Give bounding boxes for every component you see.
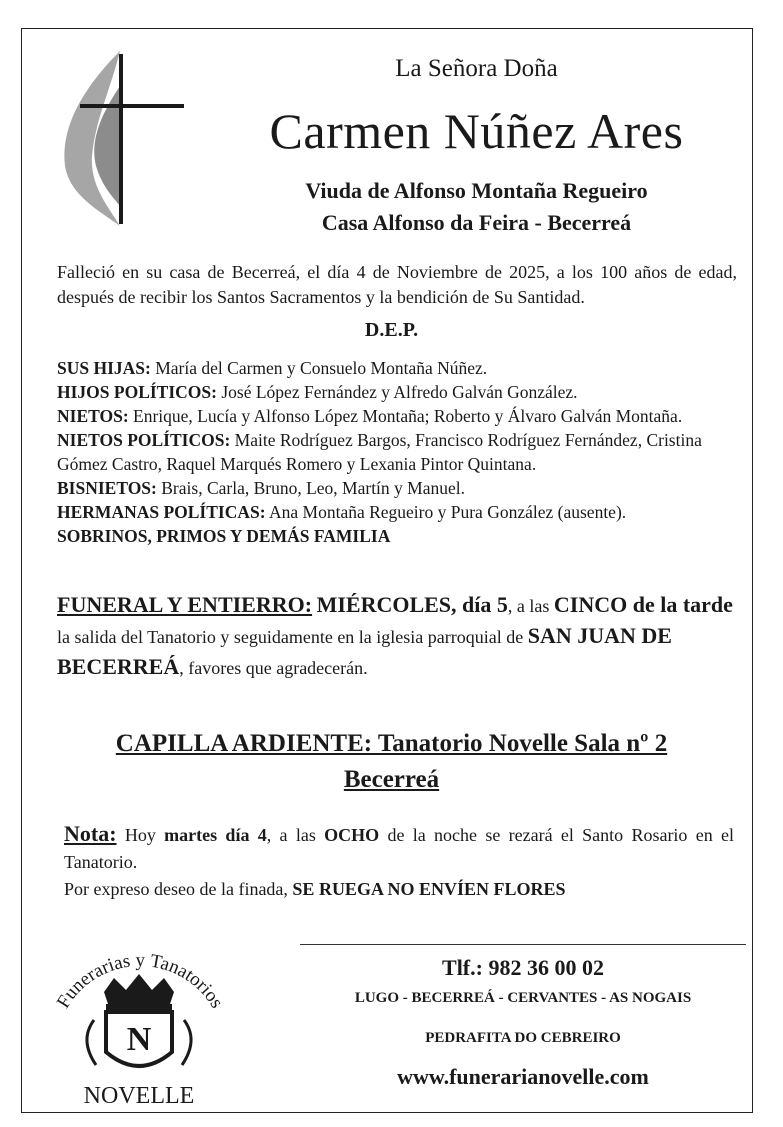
family-list [57,356,747,548]
family-text: Brais, Carla, Bruno, Leo, Martín y Manuel. [156,478,466,498]
capilla-line1: CAPILLA ARDIENTE: Tanatorio Novelle Sala nº 2 [115,730,668,757]
family-label: NIETOS POLÍTICOS: [57,430,231,450]
family-item [57,404,747,428]
funeral-info [57,590,737,683]
footer-divider [300,944,746,945]
nota-day: martes día 4 [164,825,267,845]
logo-name: NOVELLE [83,1083,195,1109]
family-item [57,356,747,380]
funeral-church: SAN JUAN DE BECERREÁ [57,623,672,679]
funeral-label: FUNERAL Y ENTIERRO: [57,592,313,617]
family-item [57,476,747,500]
family-text: Enrique, Lucía y Alfonso López Montaña; Roberto y Álvaro Galván Montaña. [128,406,683,426]
death-notice: Falleció en su casa de Becerreá, el día 4 de Noviembre de 2025, a los 100 años de edad, después de recibir los Santos Sacramentos y la bendición de Su Santidad. [57,262,737,307]
funeral-day: MIÉRCOLES, día 5 [316,592,508,617]
family-label: SOBRINOS, PRIMOS Y DEMÁS FAMILIA [57,526,391,546]
nota-label: Nota: [64,821,117,846]
capilla-line2: Becerreá [343,766,440,793]
nota-request: SE RUEGA NO ENVÍEN FLORES [292,879,566,899]
footer-location-2: PEDRAFITA DO CEBREIRO [425,1030,621,1046]
capilla-ardiente [0,726,783,798]
family-label: NIETOS: [57,406,129,426]
footer-website: www.funerarianovelle.com [397,1064,649,1089]
family-label: SUS HIJAS: [57,358,151,378]
family-item [57,500,747,524]
nota-text-1: Hoy [116,825,165,845]
funeral-time: CINCO de la tarde [553,592,733,617]
family-label: HIJOS POLÍTICOS: [57,382,217,402]
widow-of: Viuda de Alfonso Montaña Regueiro [305,178,648,203]
funeral-text-3: , favores que agradecerán. [179,658,368,678]
footer-locations: LUGO - BECERREÁ - CERVANTES - AS NOGAIS [354,990,692,1006]
funeral-text-2: la salida del Tanatorio y seguidamente en la iglesia parroquial de [57,627,524,647]
family-text: Ana Montaña Regueiro y Pura González (ausente). [265,502,627,522]
dep: D.E.P. [364,319,419,341]
nota-text-4: Por expreso deseo de la finada, [64,879,293,899]
footer-phone: Tlf.: 982 36 00 02 [442,955,604,980]
funeral-text-1: , a las [507,596,550,616]
logo-initial: N [126,1021,152,1058]
nota [64,820,734,903]
family-text: Maite Rodríguez Bargos, Francisco Rodríguez Fernández, Cristina Gómez Castro, Raquel Marqués Romero y Lexania Pintor Quintana. [57,430,702,474]
family-item [57,380,747,404]
family-label: HERMANAS POLÍTICAS: [57,502,266,522]
nota-hour: OCHO [324,825,380,845]
logo-arc-text: Funerarias y Tanatorios [52,949,228,1013]
header-intro: La Señora Doña [395,55,558,82]
family-text: María del Carmen y Consuelo Montaña Núñez. [150,358,488,378]
nota-text-3: de la noche se rezará el Santo Rosario en el Tanatorio. [64,825,735,872]
house-location: Casa Alfonso da Feira - Becerreá [321,210,632,235]
family-item [57,524,747,548]
family-label: BISNIETOS: [57,478,157,498]
deceased-name: Carmen Núñez Ares [269,103,684,159]
novelle-logo [34,940,244,1115]
nota-text-2: , a las [266,825,325,845]
family-item [57,428,747,476]
family-text: José López Fernández y Alfredo Galván González. [216,382,578,402]
